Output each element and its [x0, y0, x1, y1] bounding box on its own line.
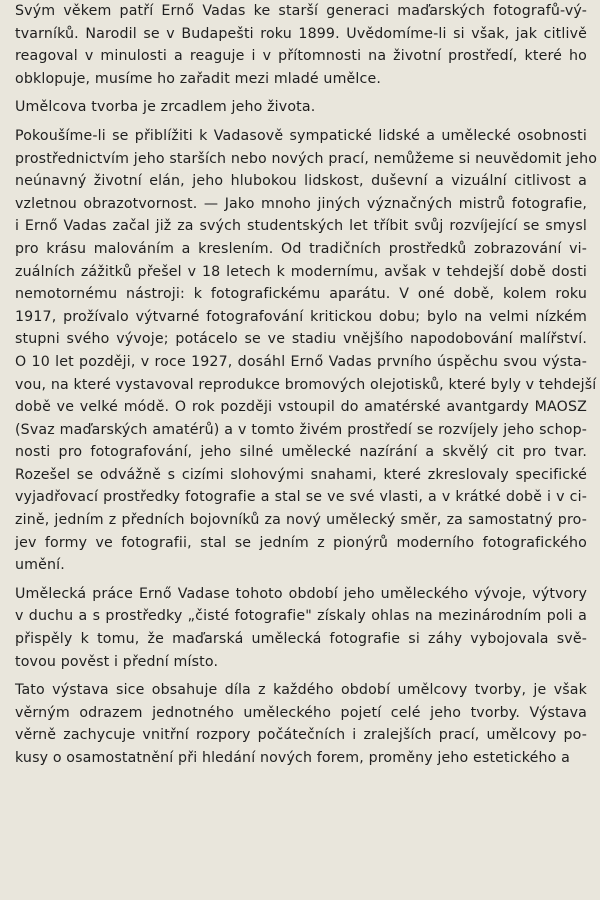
text-line: prostřednictvím jeho starších nebo nových prací, nemůžeme si neuvědomit jeho [15, 150, 598, 167]
text-line: nemotornému nástroji: k fotografickému aparátu. V oné době, kolem roku [15, 286, 587, 303]
text-line: tvarníků. Narodil se v Budapešti roku 1899. Uvědomíme-li si však, jak citlivě [15, 25, 587, 42]
text-line: vyjadřovací prostředky fotografie a stal se ve své vlasti, a v krátké době i v ci- [15, 489, 587, 506]
text-line: přispěly k tomu, že maďarská umělecká fotografie si záhy vybojovala svě- [15, 631, 587, 648]
text-line: vzletnou obrazotvornost. — Jako mnoho jiných význačných mistrů fotografie, [15, 195, 587, 212]
text-line: reagoval v minulosti a reaguje i v přítomnosti na životní prostředí, které ho [15, 48, 587, 65]
text-line: Pokoušíme-li se přiblížiti k Vadasově sympatické lidské a umělecké osobnosti [15, 127, 587, 144]
text-line: Umělecká práce Ernő Vadase tohoto období jeho uměleckého vývoje, výtvory [15, 585, 587, 602]
text-line: i Ernő Vadas začal již za svých studentských let tříbit svůj rozvíjející se smysl [15, 218, 587, 235]
paragraph [15, 583, 587, 673]
text-line: tovou pověst i přední místo. [15, 653, 219, 670]
article-text [15, 0, 598, 770]
text-line: obklopuje, musíme ho zařadit mezi mladé umělce. [15, 70, 382, 87]
text-line: umění. [15, 557, 65, 574]
text-line: stupni svého vývoje; potácelo se ve stadiu vnějšího napodobování malířství. [15, 331, 587, 348]
text-line: věrným odrazem jednotného uměleckého pojetí celé jeho tvorby. Výstava [15, 704, 587, 721]
text-line: v duchu a s prostředky „čisté fotografie" získaly ohlas na mezinárodním poli a [15, 608, 587, 625]
text-line: pro krásu malováním a kreslením. Od tradičních prostředků zobrazování vi- [15, 240, 587, 257]
text-line: nosti pro fotografování, jeho silné umělecké nazírání a skvělý cit pro tvar. [15, 444, 587, 461]
text-line: (Svaz maďarských amatérů) a v tomto živém prostředí se rozvíjely jeho schop- [15, 421, 587, 438]
text-line: době ve velké módě. O rok později vstoupil do amatérské avantgardy MAOSZ [15, 399, 587, 416]
paragraph [15, 125, 598, 577]
text-line: Umělcova tvorba je zrcadlem jeho života. [15, 99, 316, 116]
text-line: Tato výstava sice obsahuje díla z každého období umělcovy tvorby, je však [15, 682, 587, 699]
paragraph [15, 96, 587, 119]
text-line: O 10 let později, v roce 1927, dosáhl Ernő Vadas prvního úspěchu svou výsta- [15, 353, 587, 370]
text-line: jev formy ve fotografii, stal se jedním z pionýrů moderního fotografického [15, 534, 587, 551]
text-line: 1917, prožívalo výtvarné fotografování kritickou dobu; bylo na velmi nízkém [15, 308, 587, 325]
text-line: zuálních zážitků přešel v 18 letech k modernímu, avšak v tehdejší době dosti [15, 263, 587, 280]
paragraph [15, 0, 587, 90]
text-line: kusy o osamostatnění při hledání nových forem, proměny jeho estetického a [15, 750, 571, 766]
text-line: zině, jedním z předních bojovníků za nový umělecký směr, za samostatný pro- [15, 512, 587, 529]
text-line: neúnavný životní elán, jeho hlubokou lidskost, duševní a vizuální citlivost a [15, 173, 587, 190]
text-line: Svým věkem patří Ernő Vadas ke starší generaci maďarských fotografů-vý- [15, 3, 587, 19]
text-line: Rozešel se odvážně s cizími slohovými snahami, které zkreslovaly specifické [15, 466, 587, 483]
text-line: vou, na které vystavoval reprodukce bromových olejotisků, které byly v tehdejší [15, 376, 597, 393]
text-line: věrně zachycuje vnitřní rozpory počátečních i zralejších prací, umělcovy po- [15, 727, 587, 744]
paragraph [15, 679, 587, 769]
